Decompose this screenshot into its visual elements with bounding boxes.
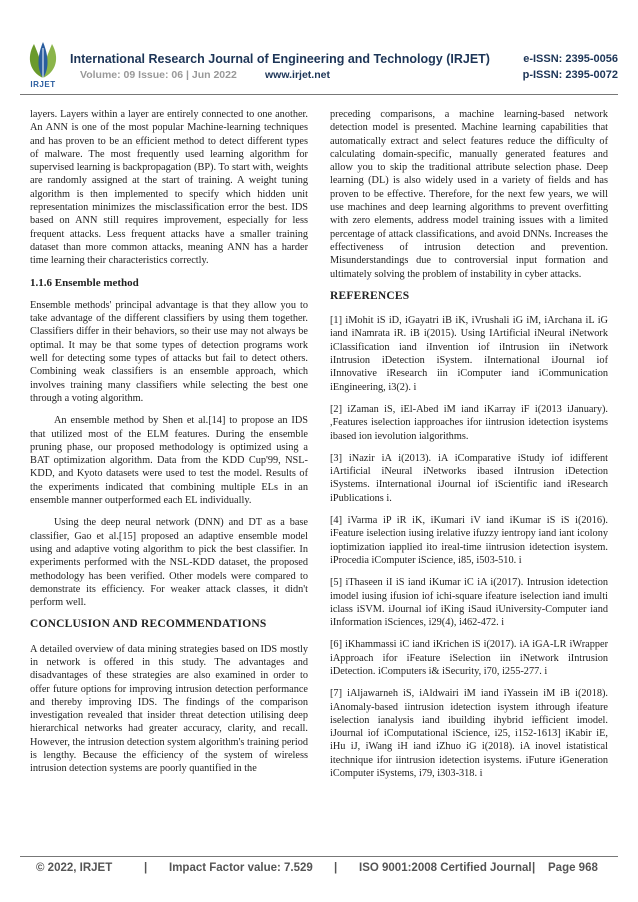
footer-separator: | bbox=[144, 862, 148, 874]
leaf-logo-icon bbox=[20, 40, 66, 80]
reference-item: [4] iVarma iP iR iK, iKumari iV iand iKumar iS iS i(2016). iFeature iselection iusing irelative ifuzzy ientropy iand iant icolony ioptimization iapplied ito ireal-time iintrusion idetection isystem. iProcedia iComputer iScience, i85, i503-510. i bbox=[330, 515, 608, 566]
paragraph: An ensemble method by Shen et al.[14] to propose an IDS that utilized most of the ELM features. During the ensemble pruning phase, our proposed methodology is optimized using a BAT optimization algorithm. Data from the KDD Cup'99, NSL-KDD, and Kyoto datasets were used to test the model. Results of the experiments indicated that combining multiple ELs in an ensemble manner outperformed each EL individually. bbox=[30, 415, 308, 507]
header-divider bbox=[20, 94, 618, 95]
footer-copyright: © 2022, IRJET bbox=[36, 862, 113, 874]
irjet-logo bbox=[20, 40, 66, 92]
reference-item: [5] iThaseen iI iS iand iKumar iC iA i(2017). Intrusion idetection imodel iusing ifusion iof ichi-square ifeature iselection iand imulti iclass iSVM. iJournal iof iKing iSaud iUniversity-Computer iand iInformation iSciences, i29(4), i462-472. i bbox=[330, 577, 608, 629]
footer-separator: | bbox=[334, 862, 338, 874]
reference-item: [7] iAljawarneh iS, iAldwairi iM iand iYassein iM iB i(2018). iAnomaly-based iintrusion idetection isystem ithrough ifeature iselection ianalysis iand ibuilding ihybrid iefficient imodel. iJournal iof iComputational iScience, i25, i152-1613] iKabir iE, iHu iJ, iWang iH iand iZhuo iG i(2018). iA inovel istatistical itechnique ifor iintrusion idetection isystems. iFuture iGeneration iComputer iSystems, i79, i303-318. i bbox=[330, 688, 608, 780]
left-column bbox=[30, 108, 308, 785]
volume-issue: Volume: 09 Issue: 06 | Jun 2022 bbox=[80, 69, 237, 81]
paragraph: A detailed overview of data mining strategies based on IDS mostly in network is offered in this study. The advantages and disadvantages of these strategies are also examined in order to offer future options for improving intrusion detection performance and thereby improving IDS. The findings of the comparison investigation revealed that insider threat detection utilising deep hierarchical networks had greater accuracy, clarity, and recall. However, the intrusion detection system algorithm's training period is lengthy. Because the efficiency of the system of wireless intrusion detection systems are poorly quantified in the bbox=[30, 643, 308, 775]
footer-separator: | bbox=[532, 862, 536, 874]
section-heading-ensemble: 1.1.6 Ensemble method bbox=[30, 276, 139, 289]
section-heading-conclusion: CONCLUSION AND RECOMMENDATIONS bbox=[30, 618, 267, 631]
section-heading-references: REFERENCES bbox=[330, 289, 410, 302]
reference-item: [6] iKhammassi iC iand iKrichen iS i(2017). iA iGA-LR iWrapper iApproach ifor iFeature iSelection iin iNetwork iIntrusion iDetection. iComputers i& iSecurity, i70, i255-277. i bbox=[330, 639, 608, 677]
reference-item: [1] iMohit iS iD, iGayatri iB iK, iVrushali iG iM, iArchana iL iG iand iNamrata iR. iB i(2015). Using IArtificial iNeural iNetwork iClassification iand iInvention iof iIntrusion iin iNetwork iIntrusion iDetection iSystem. iInternational iJournal iof iInnovative iResearch iin iComputer iand iCommunication iEngineering, i3(2). i bbox=[330, 315, 608, 393]
website-link[interactable]: www.irjet.net bbox=[265, 69, 330, 81]
paragraph: Using the deep neural network (DNN) and DT as a base classifier, Gao et al.[15] proposed an adaptive ensemble model using and adaptive voting algorithm to pick the best classifier. In experiments performed with the NSL-KDD dataset, the proposed methodology has been verified. Other models were compared to demonstrate its efficiency. For weaker attack classes, it didn't perform well. bbox=[30, 517, 308, 609]
footer-iso: ISO 9001:2008 Certified Journal bbox=[359, 862, 532, 874]
pissn: p-ISSN: 2395-0072 bbox=[522, 69, 618, 81]
page-header bbox=[20, 38, 618, 93]
logo-text: IRJET bbox=[30, 80, 56, 89]
journal-title: International Research Journal of Engineering and Technology (IRJET) bbox=[70, 52, 490, 66]
footer-page-number: Page 968 bbox=[548, 862, 598, 874]
page-footer bbox=[36, 862, 606, 880]
right-column bbox=[330, 108, 608, 789]
eissn: e-ISSN: 2395-0056 bbox=[523, 53, 618, 65]
paragraph: preceding comparisons, a machine learning-based network detection model is presented. Machine learning capabilities that automatically extract and select features reduce the difficulty of calculating domain-specific, manually generated features and allow you to skip the traditional attribute selection phase. Deep learning (DL) is also widely used in a variety of fields and has proven to be effective. Therefore, for the next few years, we will use machines and deep learning algorithms to prevent overfitting with zero elements, address model training issues with a limited percentage of attack classifications, and avoid DNNs. Increases the effectiveness of intrusion detection and prevention. Misunderstandings due to controversial input formation and ultimately solving the problem of instability in cyber attacks. bbox=[330, 109, 608, 280]
reference-item: [3] iNazir iA i(2013). iA iComparative iStudy iof idifferent iArtificial iNeural iNetworks ibased iIntrusion iDetection iSystems. iInternational iJournal iof iScientific iand iResearch iPublications i. bbox=[330, 452, 608, 504]
paragraph: Ensemble methods' principal advantage is that they allow you to take advantage of the different classifiers by using them together. Classifiers differ in their behaviors, so their use may not always be optimal. It may be that some types of detection programs work well for detecting some types of attacks but fail to detect others. Combining weak classifiers is an ensemble approach, which involves training many classifiers while selecting the best one through a voting algorithm. bbox=[30, 299, 308, 404]
paragraph: layers. Layers within a layer are entirely connected to one another. An ANN is one of the most popular Machine-learning techniques and has proven to be an efficient method to detect different types of malware. The most frequently used learning algorithm for supervised learning is backpropagation (BP). To start with, weights are randomly assigned at the start of training. A weight tuning algorithm is then implemented to specify which hidden unit representation minimizes the misclassification error the best. IDS based on ANN still requires improvement, especially for less frequent attacks. Less frequent attacks have a smaller training dataset than more common attacks, meaning ANN has a harder time learning their characteristics correctly. bbox=[30, 109, 308, 267]
footer-impact-factor: Impact Factor value: 7.529 bbox=[169, 862, 313, 874]
reference-item: [2] iZaman iS, iEl-Abed iM iand iKarray iF i(2013 iJanuary). ,Features iselection iapproaches ifor iintrusion idetection isystems ibased ion ievolution ialgorithms. bbox=[330, 403, 608, 442]
footer-divider bbox=[20, 856, 618, 857]
